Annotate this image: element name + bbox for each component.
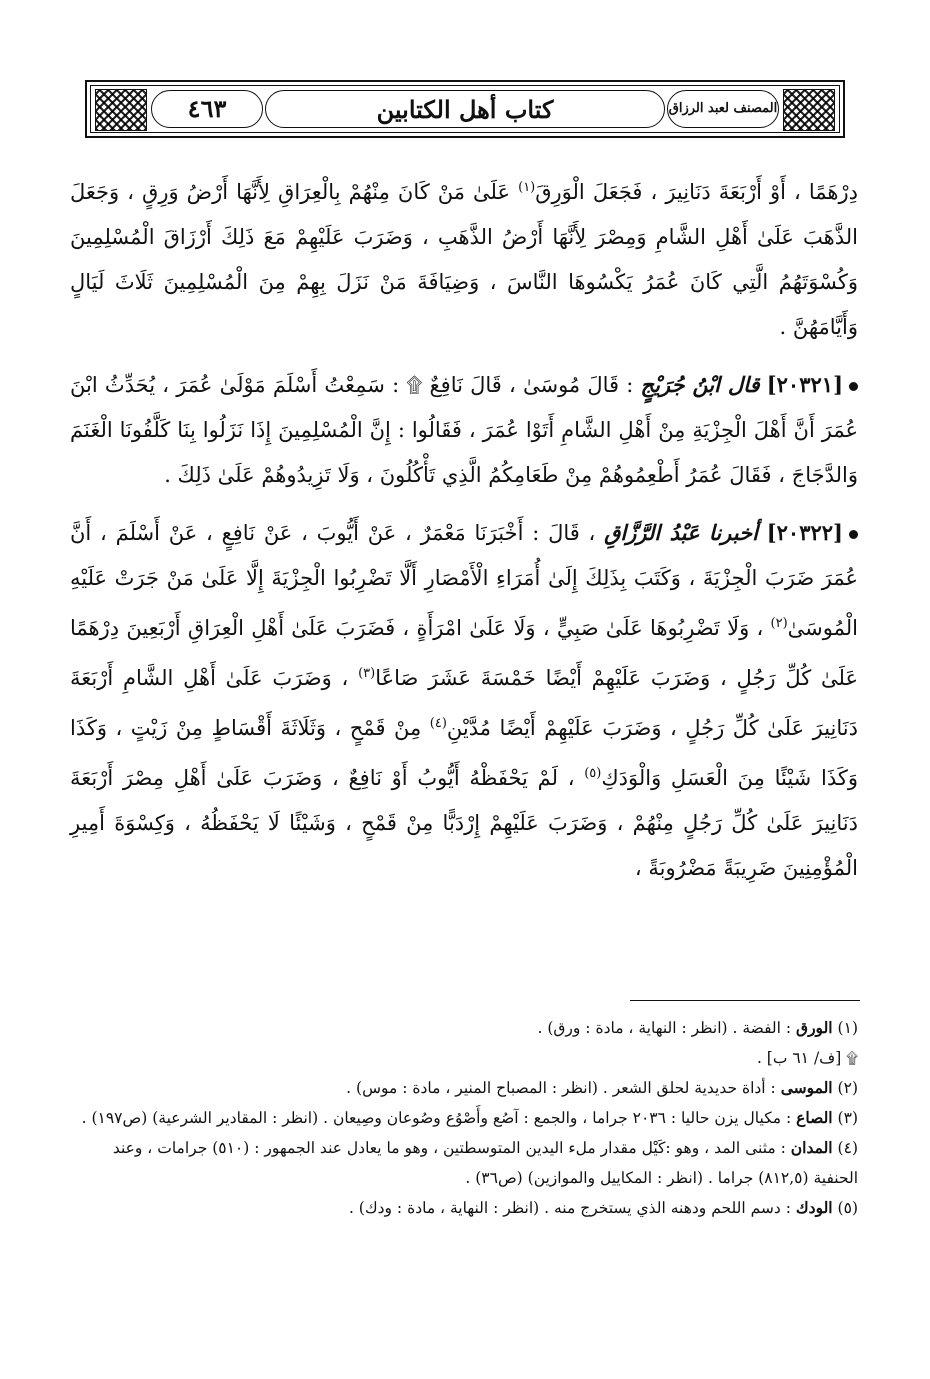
- footnote-1: [70, 1013, 858, 1043]
- hadith-lead: قال ابْنُ جُرَيْجٍ: [640, 372, 760, 397]
- footnote-4: [70, 1133, 858, 1193]
- main-text: [70, 165, 858, 903]
- footnote-ref-2[interactable]: (٢): [770, 616, 788, 631]
- hadith-number: [٢٠٣٢١]: [766, 372, 843, 397]
- hadith-text-d: مِنْ قَمْحٍ ، وَثَلَاثَةَ أَقْسَاطٍ مِنْ زَيْتٍ ، وَكَذَا وَكَذَا شَيْئًا مِنَ الْعَسَلِ وَالْوَدَكِ: [70, 716, 858, 790]
- book-title: كتاب أهل الكتابين: [376, 94, 554, 124]
- footnote-divider: [630, 1000, 860, 1001]
- footnote-number: (٣): [837, 1109, 858, 1127]
- footnote-term: الصاع: [796, 1108, 833, 1127]
- hadith-text-a: ، قَالَ : أَخْبَرَنَا مَعْمَرٌ ، عَنْ أَيُّوبَ ، عَنْ نَافِعٍ ، عَنْ أَسْلَمَ ، أَنَّ عُمَرَ ضَرَبَ الْجِزْيَةَ ، وَكَتَبَ بِذَلِكَ إِلَىٰ أُمَرَاءِ الْأَمْصَارِ أَلَّا تَضْرِبُوا الْجِزْيَةَ إِلَّا عَلَىٰ مَنْ جَرَتْ عَلَيْهِ الْمُوسَىٰ: [70, 521, 858, 640]
- paragraph-20322: [70, 510, 858, 891]
- footnote-number: (٢): [837, 1079, 858, 1097]
- footnote-term: المدان: [790, 1138, 833, 1157]
- footnote-text: : الفضة . (انظر : النهاية ، مادة : ورق) .: [537, 1019, 797, 1037]
- bullet-icon: [849, 530, 858, 539]
- footnote-term: الورق: [796, 1018, 833, 1037]
- footnote-manuscript: [70, 1043, 858, 1073]
- page-header: [85, 80, 845, 138]
- ornament-left-icon: [95, 89, 147, 131]
- footnote-text: [ف/ ٦١ ب] .: [756, 1049, 842, 1067]
- hadith-lead: أخبرنا عَبْدُ الرَّزَّاقِ: [604, 520, 758, 545]
- paragraph-1-text-a: دِرْهَمًا ، أَوْ أَرْبَعَةَ دَنَانِيرَ ، فَجَعَلَ الْوَرِقَ: [535, 180, 858, 204]
- hadith-number: [٢٠٣٢٢]: [766, 520, 843, 545]
- hadith-text-b: ، وَلَا تَضْرِبُوهَا عَلَىٰ صَبِيٍّ ، وَلَا عَلَىٰ امْرَأَةٍ ، فَضَرَبَ عَلَىٰ أَهْلِ الْعِرَاقِ أَرْبَعِينَ دِرْهَمًا عَلَىٰ كُلِّ رَجُلٍ ، وَضَرَبَ عَلَيْهِمْ أَيْضًا خَمْسَةَ عَشَرَ صَاعًا: [70, 616, 858, 690]
- footnote-ref-4[interactable]: (٤): [429, 716, 447, 731]
- publisher-badge: المصنف لعبد الرزاق: [667, 90, 779, 128]
- footnote-text: : مكيال يزن حاليا : ٢٠٣٦ جراما ، والجمع : آصُع وأَصْوُع وصُوعان وصِيعان . (انظر : المقادير الشرعية) (ص١٩٧) .: [81, 1109, 797, 1127]
- footnote-text: : مثنى المد ، وهو :كَيْل مقدار ملء اليدين المتوسطتين ، وهو ما يعادل عند الجمهور : (٥١٠) جرامات ، وعند الحنفية (٨١٢,٥) جراما . (انظر : المكاييل والموازين) (ص٣٦) .: [112, 1139, 858, 1187]
- ornament-right-icon: [783, 89, 835, 131]
- hadith-text-e: ، لَمْ يَحْفَظْهُ أَيُّوبُ أَوْ نَافِعٌ ، وَضَرَبَ عَلَىٰ أَهْلِ مِصْرَ أَرْبَعَةَ دَنَانِيرَ عَلَىٰ كُلِّ رَجُلٍ مِنْهُمْ ، وَضَرَبَ عَلَيْهِمْ إِرْدَبًّا مِنْ قَمْحٍ ، وَشَيْئًا لَا يَحْفَظُهُ ، وَكِسْوَةَ أَمِيرِ الْمُؤْمِنِينَ ضَرِيبَةً مَضْرُوبَةً ،: [70, 766, 858, 880]
- footnotes: [70, 1013, 858, 1223]
- footnote-3: [70, 1103, 858, 1133]
- footnote-number: (٤): [837, 1139, 858, 1157]
- page-number: ٤٦٣: [151, 90, 263, 128]
- footnote-5: [70, 1193, 858, 1223]
- footnote-text: : دسم اللحم ودهنه الذي يستخرج منه . (انظر : النهاية ، مادة : ودك) .: [348, 1199, 796, 1217]
- paragraph-1-text-b: عَلَىٰ مَنْ كَانَ مِنْهُمْ بِالْعِرَاقِ لِأَنَّهَا أَرْضُ وَرِقٍ ، وَجَعَلَ الذَّهَبَ عَلَىٰ أَهْلِ الشَّامِ وَمِصْرَ لِأَنَّهَا أَرْضُ الذَّهَبِ ، وَضَرَبَ عَلَيْهِمْ مَعَ ذَلِكَ أَرْزَاقَ الْمُسْلِمِينَ وَكُسْوَتَهُمُ الَّتِي كَانَ عُمَرُ يَكْسُوهَا النَّاسَ ، وَضِيَافَةَ مَنْ نَزَلَ بِهِمْ مِنَ الْمُسْلِمِينَ ثَلَاثَ لَيَالٍ وَأَيَّامَهُنَّ .: [70, 180, 858, 339]
- bullet-icon: [849, 382, 858, 391]
- footnote-ref-3[interactable]: (٣): [358, 666, 376, 681]
- hadith-text-c: ، وَضَرَبَ عَلَىٰ أَهْلِ الشَّامِ أَرْبَعَةَ دَنَانِيرَ عَلَىٰ كُلِّ رَجُلٍ ، وَضَرَبَ عَلَيْهِمْ أَيْضًا مُدَّيْنِ: [70, 666, 858, 740]
- footnote-text: : أداة حديدية لحلق الشعر . (انظر : المصباح المنير ، مادة : موس) .: [346, 1079, 781, 1097]
- paragraph-1: [70, 165, 858, 350]
- book-title-cartouche: [265, 90, 665, 128]
- footnote-number: (٥): [837, 1199, 858, 1217]
- footnote-term: الودك: [795, 1198, 833, 1217]
- footnote-2: [70, 1073, 858, 1103]
- footnote-ref-1[interactable]: (١): [518, 180, 536, 195]
- manuscript-mark-icon: ۩: [846, 1049, 858, 1067]
- paragraph-20321: [70, 362, 858, 498]
- hadith-text: : قَالَ مُوسَىٰ ، قَالَ نَافِعٌ ۩ : سَمِعْتُ أَسْلَمَ مَوْلَىٰ عُمَرَ ، يُحَدِّثُ ابْنَ عُمَرَ أَنَّ أَهْلَ الْجِزْيَةِ مِنْ أَهْلِ الشَّامِ أَتَوْا عُمَرَ ، فَقَالُوا : إِنَّ الْمُسْلِمِينَ إِذَا نَزَلُوا بِنَا كَلَّفُونَا الْغَنَمَ وَالدَّجَاجَ ، فَقَالَ عُمَرُ أَطْعِمُوهُمْ مِنْ طَعَامِكُمُ الَّذِي تَأْكُلُونَ ، وَلَا تَزِيدُوهُمْ عَلَىٰ ذَلِكَ .: [70, 373, 858, 487]
- footnote-ref-5[interactable]: (٥): [584, 766, 602, 781]
- footnote-term: الموسى: [780, 1078, 833, 1097]
- footnote-number: (١): [837, 1019, 858, 1037]
